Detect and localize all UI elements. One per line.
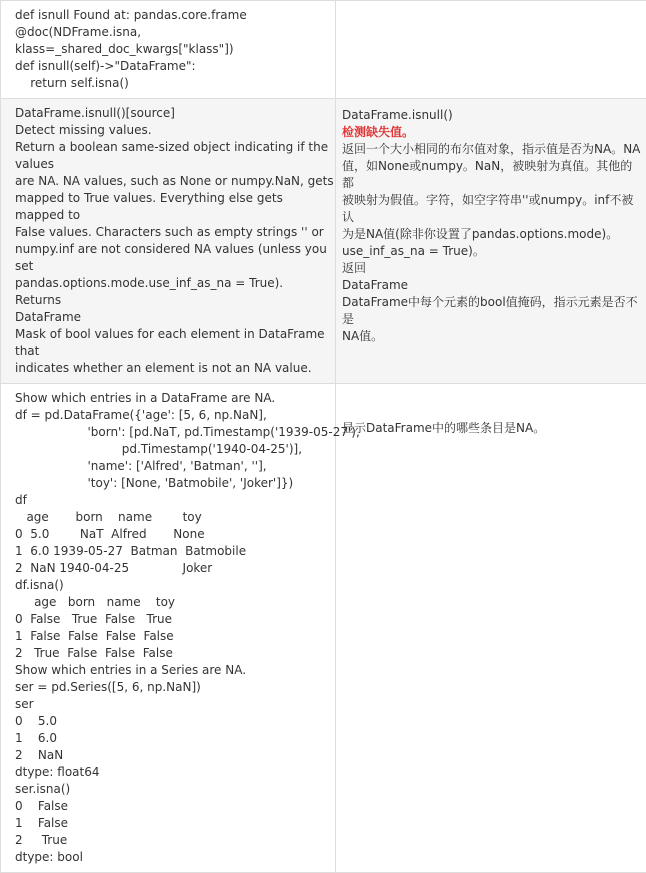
translation-title: DataFrame.isnull() xyxy=(342,107,641,124)
translation-line: 为是NA值(除非你设置了pandas.options.mode)。 xyxy=(342,226,641,243)
code-line: def isnull Found at: pandas.core.frame xyxy=(15,7,335,24)
code-line: df = pd.DataFrame({'age': [5, 6, np.NaN], xyxy=(15,407,335,424)
code-line: 2 True False False False xyxy=(15,645,335,662)
code-line: ser = pd.Series([5, 6, np.NaN]) xyxy=(15,679,335,696)
doc-line: mapped to True values. Everything else gets mapped to xyxy=(15,190,335,224)
translation-line: 显示DataFrame中的哪些条目是NA。 xyxy=(342,420,641,437)
doc-line: Returns xyxy=(15,292,335,309)
doc-line: are NA. NA values, such as None or numpy.NaN, gets xyxy=(15,173,335,190)
code-line: ser.isna() xyxy=(15,781,335,798)
translation-line: use_inf_as_na = True)。 xyxy=(342,243,641,260)
doc-line: DataFrame.isnull()[source] xyxy=(15,105,335,122)
doc-line: DataFrame xyxy=(15,309,335,326)
code-line: return self.isna() xyxy=(15,75,335,92)
doc-line: indicates whether an element is not an NA value. xyxy=(15,360,335,377)
translation-line: 返回 xyxy=(342,260,641,277)
doc-line: Return a boolean same-sized object indicating if the values xyxy=(15,139,335,173)
code-line: 'toy': [None, 'Batmobile', 'Joker']}) xyxy=(15,475,335,492)
code-line: 'name': ['Alfred', 'Batman', ''], xyxy=(15,458,335,475)
translation-line: 被映射为假值。字符，如空字符串''或numpy。inf不被认 xyxy=(342,192,641,226)
code-line: 2 NaN xyxy=(15,747,335,764)
code-line: @doc(NDFrame.isna, xyxy=(15,24,335,41)
code-line: 1 False xyxy=(15,815,335,832)
translation-line: 返回一个大小相同的布尔值对象，指示值是否为NA。NA xyxy=(342,141,641,158)
code-line: age born name toy xyxy=(15,594,335,611)
table-row-example xyxy=(1,384,646,873)
code-line: 2 True xyxy=(15,832,335,849)
code-line: ser xyxy=(15,696,335,713)
code-line: def isnull(self)->"DataFrame": xyxy=(15,58,335,75)
translation-line: NA值。 xyxy=(342,328,641,345)
doc-line: Detect missing values. xyxy=(15,122,335,139)
translation-line: DataFrame中每个元素的bool值掩码，指示元素是否不是 xyxy=(342,294,641,328)
code-line: Show which entries in a Series are NA. xyxy=(15,662,335,679)
code-line: age born name toy xyxy=(15,509,335,526)
code-line: 2 NaN 1940-04-25 Joker xyxy=(15,560,335,577)
doc-line: Mask of bool values for each element in DataFrame that xyxy=(15,326,335,360)
code-line: 0 5.0 NaT Alfred None xyxy=(15,526,335,543)
code-line: 0 False xyxy=(15,798,335,815)
code-line: dtype: bool xyxy=(15,849,335,866)
table-row-description xyxy=(1,99,646,384)
source-code-cell xyxy=(1,1,336,99)
code-line: df.isna() xyxy=(15,577,335,594)
table-row-source xyxy=(1,1,646,99)
example-translation-cell xyxy=(336,384,646,873)
code-line: 1 6.0 1939-05-27 Batman Batmobile xyxy=(15,543,335,560)
code-line: dtype: float64 xyxy=(15,764,335,781)
code-line: pd.Timestamp('1940-04-25')], xyxy=(15,441,335,458)
translation-summary: 检测缺失值。 xyxy=(342,124,641,141)
code-line: 0 5.0 xyxy=(15,713,335,730)
doc-line: pandas.options.mode.use_inf_as_na = True). xyxy=(15,275,335,292)
description-translation-cell xyxy=(336,99,646,384)
description-cell xyxy=(1,99,336,384)
doc-line: numpy.inf are not considered NA values (unless you set xyxy=(15,241,335,275)
code-line: df xyxy=(15,492,335,509)
example-code-cell xyxy=(1,384,336,873)
code-line: 'born': [pd.NaT, pd.Timestamp('1939-05-27'), xyxy=(15,424,335,441)
code-line: 0 False True False True xyxy=(15,611,335,628)
code-line: 1 False False False False xyxy=(15,628,335,645)
doc-line: False values. Characters such as empty strings '' or xyxy=(15,224,335,241)
source-translation-cell xyxy=(336,1,646,99)
code-line: Show which entries in a DataFrame are NA. xyxy=(15,390,335,407)
translation-line: DataFrame xyxy=(342,277,641,294)
translation-line: 值，如None或numpy。NaN，被映射为真值。其他的都 xyxy=(342,158,641,192)
code-line: 1 6.0 xyxy=(15,730,335,747)
code-line: klass=_shared_doc_kwargs["klass"]) xyxy=(15,41,335,58)
